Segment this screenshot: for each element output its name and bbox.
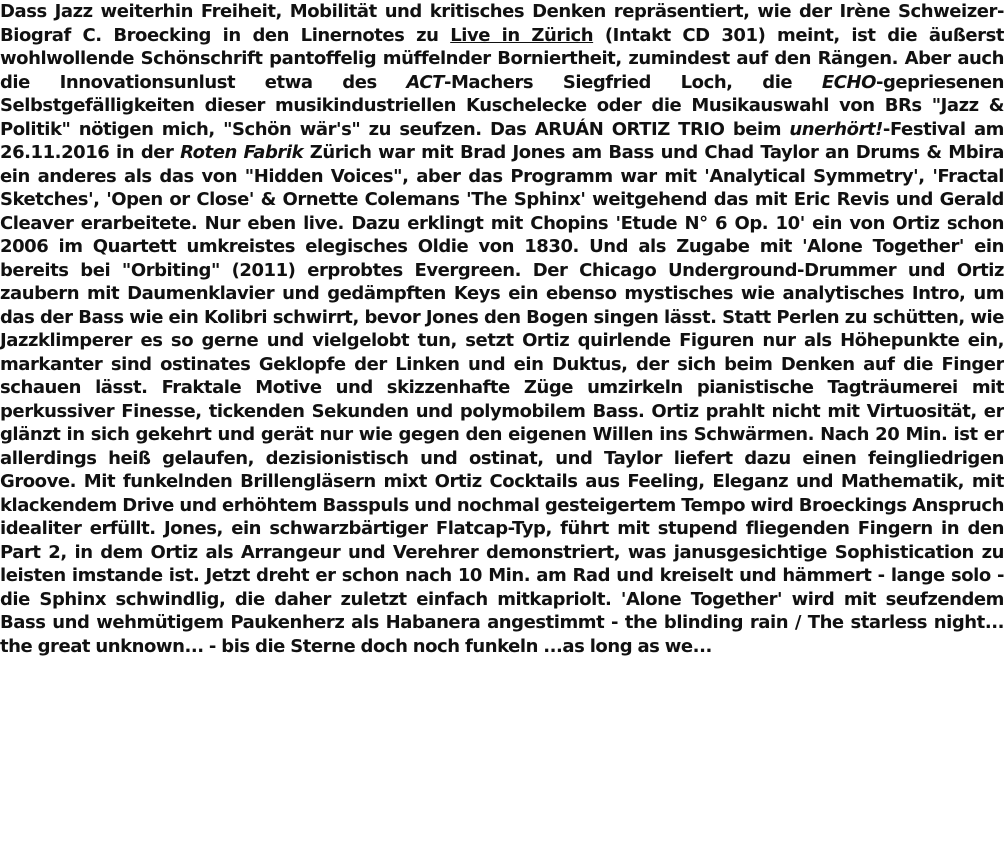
text-segment: Zürich war mit Brad Jones am Bass und Chad Taylor an Drums & Mbira ein anderes als das von "Hidden Voices", aber das Programm war mit 'Analytical Symmetry', 'Fractal Sketches', 'Open or Close' & Ornette Colemans 'The Sphinx' weitgehend das mit Eric Revis und Gerald Cleaver erarbeitete. Nur eben live. Dazu erklingt mit Chopins 'Etude N° 6 Op. 10' ein von Ortiz schon 2006 im Quartett umkreistes elegisches Oldie von 1830. Und als Zugabe mit 'Alone Together' ein bereits bei "Orbiting" (2011) erprobtes Evergreen. Der Chicago Underground-Drummer und Ortiz zaubern mit Daumenklavier und gedämpften Keys ein ebenso mystisches wie analytisches Intro, um das der Bass wie ein Kolibri schwirrt, bevor Jones den Bogen singen lässt. Statt Perlen zu schütten, wie Jazzklimperer es so gerne und vielgelobt tun, setzt Ortiz quirlende Figuren nur als Höhepunkte ein, markanter sind ostinates Geklopfe der Linken und ein Duktus, der sich beim Denken auf die Finger schauen lässt. Fraktale Motive und skizzenhafte Züge umzirkeln pianistische Tagträumerei mit perkussiver Finesse, tickenden Sekunden und polymobilem Bass. Ortiz prahlt nicht mit Virtuosität, er glänzt in sich gekehrt und gerät nur wie gegen den eigenen Willen ins Schwärmen. Nach 20 Min. ist er allerdings heiß gelaufen, dezisionistisch und ostinat, und Taylor liefert dazu einen feingliedrigen Groove. Mit funkelnden Brillengläsern mixt Ortiz Cocktails aus Feeling, Eleganz und Mathematik, mit klackendem Drive und erhöhtem Basspuls und nochmal gesteigertem Tempo wird Broeckings Anspruch idealiter erfüllt. Jones, ein schwarzbärtiger Flatcap-Typ, führt mit stupend fliegenden Fingern in den Part 2, in dem Ortiz als Arrangeur und Verehrer demonstriert, was janusgesichtige Sophistication zu leisten imstande ist. Jetzt dreht er schon nach 10 Min. am Rad und kreiselt und hämmert - lange solo - die Sphinx schwindlig, die daher zuletzt einfach mitkapriolt. 'Alone Together' wird mit seufzendem Bass und wehmütigem Paukenherz als Habanera angestimmt - the blinding rain / The starless night... the great unknown... - bis die Sterne doch noch funkeln ...as long as we... — [0, 142, 1004, 657]
text-segment: -Festival am 26.11.2016 in der — [0, 118, 1004, 163]
text-segment: Dass Jazz weiterhin Freiheit, Mobilität und kritisches Denken repräsentiert, wie der Irène Schweizer-Biograf C. Broecking in den Linernotes zu — [0, 1, 1004, 46]
venue-name: Roten Fabrik — [180, 142, 304, 163]
award-name: ECHO — [821, 71, 876, 93]
text-segment: (Intakt CD 301) meint, ist die äußerst wohlwollende Schönschrift pantoffelig müffelnder Borniertheit, zumindest auf den Rängen. Aber auch die Innovationsunlust etwa des — [0, 24, 1004, 93]
festival-name: unerhört! — [789, 118, 883, 140]
album-title-link[interactable]: Live in Zürich — [450, 24, 594, 46]
text-segment: -gepriesenen Selbstgefälligkeiten dieser musikindustriellen Kuschelecke oder die Musikauswahl von BRs "Jazz & Politik" nötigen mich, "Schön wär's" zu seufzen. Das ARUÁN ORTIZ TRIO beim — [0, 71, 1004, 140]
label-name: ACT — [406, 71, 444, 93]
text-segment: -Machers Siegfried Loch, die — [443, 71, 822, 93]
